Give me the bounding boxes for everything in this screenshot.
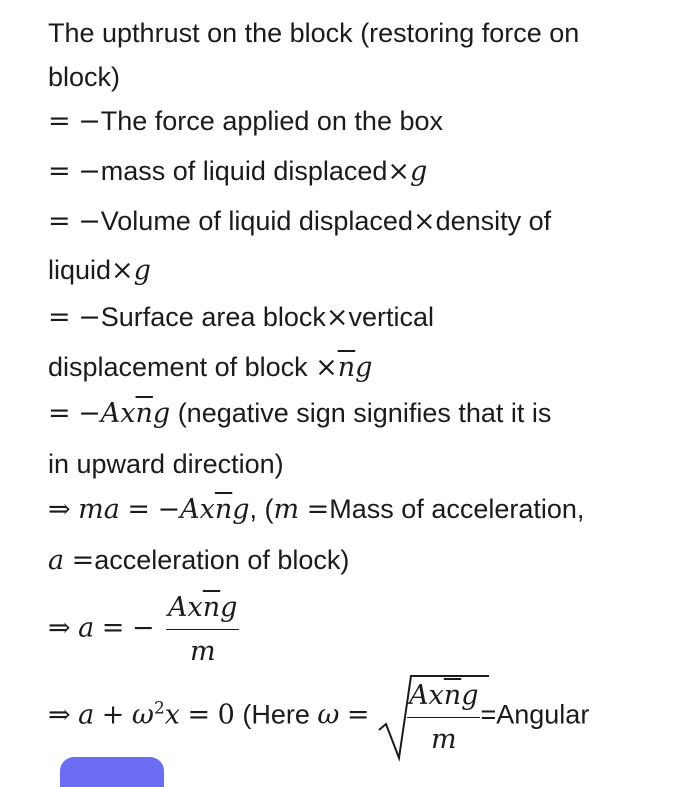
equation-line xyxy=(48,154,427,189)
square-root xyxy=(377,678,480,755)
text-span: block) xyxy=(48,62,121,92)
text-span: The force applied on the box xyxy=(100,106,443,136)
equals-sign: = xyxy=(48,206,71,237)
math-variable: $\overline{n}$ xyxy=(135,398,153,429)
math-variable: ω xyxy=(131,699,154,731)
fraction-denominator: m xyxy=(189,636,216,667)
minus-sign: − xyxy=(78,106,101,137)
math-number: 0 xyxy=(217,699,235,731)
implies-arrow: ⇒ xyxy=(48,699,71,731)
math-variable: Ax xyxy=(180,494,215,525)
text-span: The upthrust on the block (restoring force on xyxy=(48,18,580,48)
text-span: (Here xyxy=(234,699,318,730)
equation-line xyxy=(48,300,434,335)
text-span: =Angular xyxy=(480,699,590,730)
fraction xyxy=(166,592,239,667)
equation-line xyxy=(48,492,584,527)
math-variable: a xyxy=(78,612,95,644)
math-variable: a xyxy=(78,699,95,731)
math-variable: a xyxy=(48,545,65,576)
implies-arrow: ⇒ xyxy=(48,612,71,644)
equals-sign: = xyxy=(71,545,95,576)
text-span: in upward direction) xyxy=(48,449,284,479)
math-variable: g xyxy=(461,680,479,711)
math-variable: g xyxy=(355,352,373,383)
equals-sign: = xyxy=(127,494,150,525)
math-variable: Ax xyxy=(409,680,444,711)
times-sign: × xyxy=(387,156,411,187)
math-variable: g xyxy=(220,592,238,623)
minus-sign: − xyxy=(78,206,101,237)
text-line xyxy=(48,447,284,481)
equation-line xyxy=(48,204,551,239)
equation-line xyxy=(48,678,589,755)
math-variable: $\overline{n}$ xyxy=(443,680,462,711)
equals-sign: = xyxy=(306,494,330,525)
equation-line xyxy=(48,592,243,667)
equation-line xyxy=(48,104,443,139)
equation-line xyxy=(48,396,551,431)
equals-sign: = xyxy=(48,398,71,429)
exponent: 2 xyxy=(153,698,165,719)
equation-line xyxy=(48,253,151,288)
equation-line xyxy=(48,543,349,578)
text-span: vertical xyxy=(348,302,435,332)
math-variable: ma xyxy=(78,494,120,525)
math-variable: ω xyxy=(317,699,340,731)
times-sign: × xyxy=(315,352,338,383)
math-variable: $\overline{n}$ xyxy=(337,352,356,383)
text-span: (negative sign signifies that it is xyxy=(170,398,552,428)
minus-sign: − xyxy=(78,156,101,187)
minus-sign: − xyxy=(78,302,101,333)
math-variable: g xyxy=(232,494,250,525)
math-variable: g xyxy=(152,398,171,429)
times-sign: × xyxy=(412,206,436,237)
text-span: liquid xyxy=(48,255,112,285)
equals-sign: = xyxy=(48,106,71,137)
equation-line xyxy=(48,350,372,385)
plus-sign: + xyxy=(101,699,125,731)
math-variable: $\overline{n}$ xyxy=(214,494,233,525)
minus-sign: − xyxy=(157,494,181,525)
minus-sign: − xyxy=(78,398,101,429)
text-span: mass of liquid displaced xyxy=(100,156,388,186)
math-variable: g xyxy=(410,156,428,187)
equals-sign: = xyxy=(346,699,370,731)
equals-sign: = xyxy=(48,302,71,333)
times-sign: × xyxy=(325,302,349,333)
text-line xyxy=(48,16,579,50)
fraction-numerator xyxy=(166,592,239,630)
equals-sign: = xyxy=(187,699,211,731)
fraction-denominator: m xyxy=(430,724,457,755)
math-variable: Ax xyxy=(168,592,203,623)
math-variable: $\overline{n}$ xyxy=(202,592,221,623)
times-sign: × xyxy=(111,255,134,286)
text-span: displacement of block xyxy=(48,352,316,382)
floating-action-button[interactable] xyxy=(60,757,164,787)
equals-sign: = xyxy=(101,612,125,644)
text-span: , ( xyxy=(249,494,274,524)
minus-sign: − xyxy=(131,612,155,644)
math-variable: Ax xyxy=(100,398,136,429)
radical-sign-icon xyxy=(377,672,489,764)
text-span: Surface area block xyxy=(100,302,326,332)
text-line xyxy=(48,60,120,94)
text-span: density of xyxy=(435,206,552,236)
math-variable: g xyxy=(133,255,151,286)
text-span: acceleration of block) xyxy=(94,545,350,575)
equals-sign: = xyxy=(48,156,71,187)
math-variable: x xyxy=(164,699,180,731)
text-span: Mass of acceleration, xyxy=(329,494,585,524)
text-span: Volume of liquid displaced xyxy=(100,206,413,236)
implies-arrow: ⇒ xyxy=(48,494,71,525)
math-variable: m xyxy=(273,494,300,525)
